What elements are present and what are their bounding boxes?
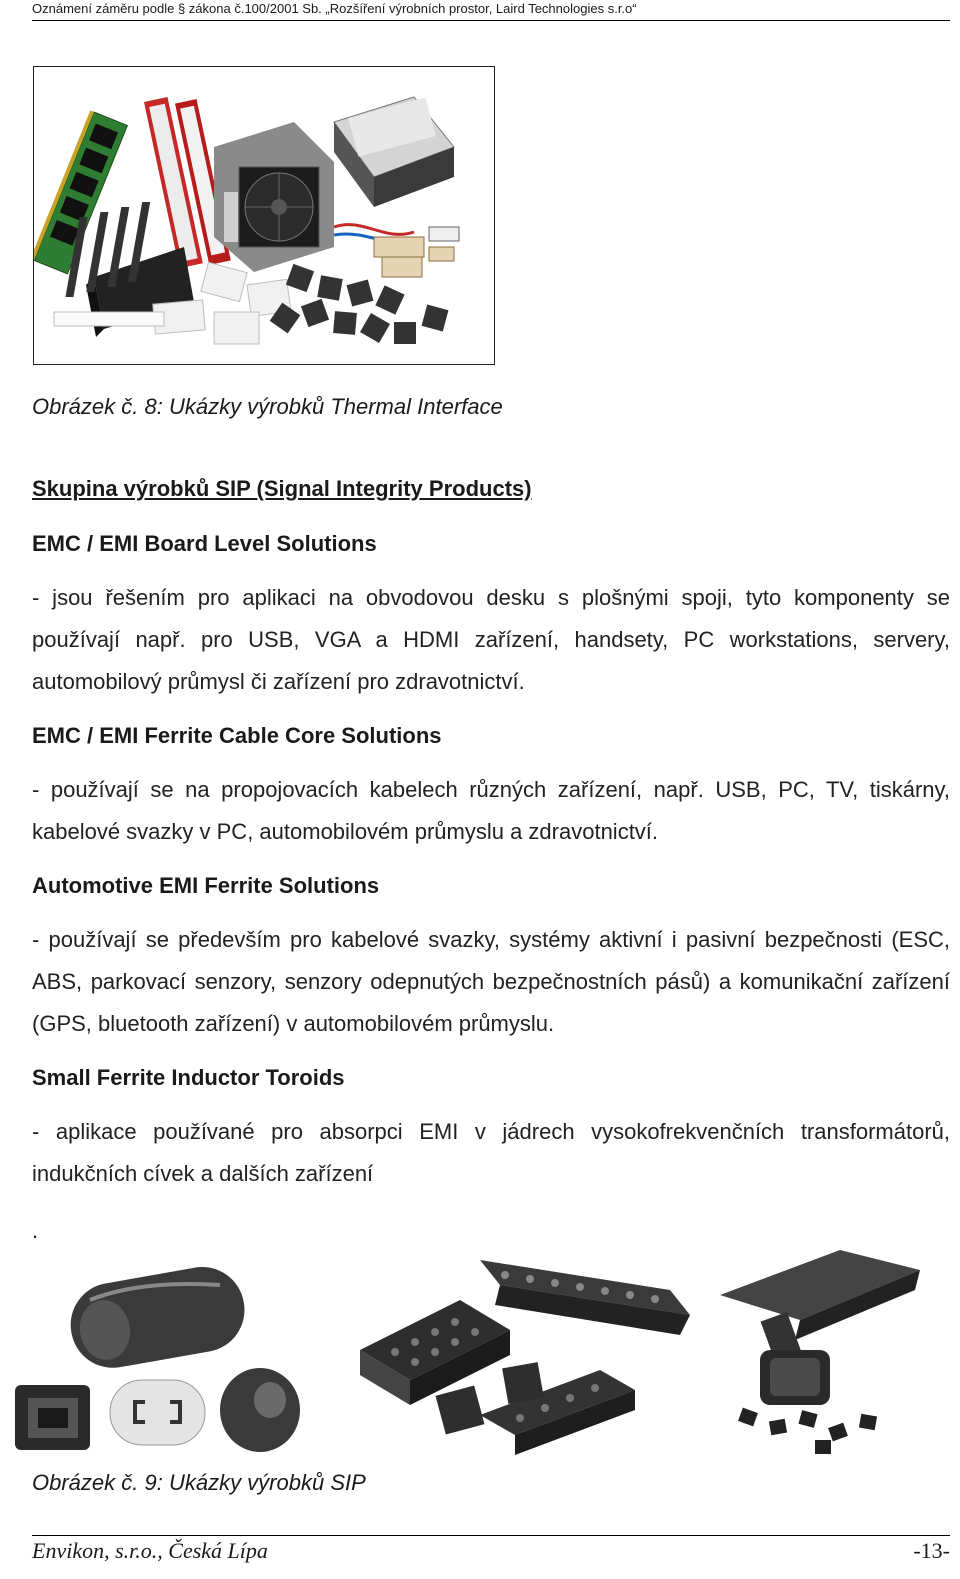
white-ferrite-icon <box>110 1380 205 1445</box>
smd-inductor-icon <box>760 1350 830 1405</box>
stray-dot: . <box>32 1218 39 1243</box>
peltier-stack-icon <box>374 237 454 277</box>
thermal-products-illustration <box>34 67 494 364</box>
section-title: Small Ferrite Inductor Toroids <box>32 1065 345 1090</box>
figure-8-caption: Obrázek č. 8: Ukázky výrobků Thermal Interface <box>32 394 503 419</box>
page-footer <box>32 1535 950 1563</box>
connector-icon <box>429 227 459 241</box>
group-title: Skupina výrobků SIP (Signal Integrity Products) <box>32 476 532 501</box>
smd-chips-icon <box>738 1408 877 1454</box>
section-title: EMC / EMI Board Level Solutions <box>32 531 377 556</box>
figure-9-caption: Obrázek č. 9: Ukázky výrobků SIP <box>32 1470 366 1495</box>
sip-products-illustration <box>0 1240 960 1470</box>
header-text: Oznámení záměru podle § zákona č.100/2001 Sb. „Rozšíření výrobních prostor, Laird Technologies s.r.o“ <box>32 1 637 16</box>
long-ferrite-block-icon <box>480 1260 690 1335</box>
section-text: - jsou řešením pro aplikaci na obvodovou desku s plošnými spoji, tyto komponenty se používají např. pro USB, VGA a HDMI zařízení, handsety, PC workstations, servery, automobilový průmysl či zařízení pro zdravotnictví. <box>32 585 950 694</box>
page-number: -13- <box>913 1538 950 1563</box>
section-text: - používají se především pro kabelové svazky, systémy aktivní i pasivní bezpečnosti (ESC, ABS, parkovací senzory, senzory odepnutých bezpečnostních pásů) a komunikační zařízení (GPS, bluetooth zařízení) v automobilovém průmyslu. <box>32 927 950 1036</box>
ferrite-block-icon <box>360 1300 510 1405</box>
section-text: - používají se na propojovacích kabelech různých zařízení, např. USB, PC, TV, tiskárny, kabelové svazky v PC, automobilovém průmyslu a zdravotnictví. <box>32 777 950 844</box>
section-title: Automotive EMI Ferrite Solutions <box>32 873 380 898</box>
section-text: - aplikace používané pro absorpci EMI v jádrech vysokofrekvenčních transformátorů, indukčních cívek a dalších zařízení <box>32 1119 950 1186</box>
footer-company: Envikon, s.r.o., Česká Lípa <box>32 1538 268 1563</box>
section-title: EMC / EMI Ferrite Cable Core Solutions <box>32 723 442 748</box>
thermal-interface-figure <box>33 66 495 365</box>
sip-products-figure <box>0 1240 960 1470</box>
snap-ferrite-icon <box>15 1385 90 1450</box>
cable-core-icon <box>64 1260 251 1374</box>
round-ferrite-icon <box>220 1368 300 1452</box>
thermoelectric-module-icon <box>334 97 454 207</box>
fan-cooler-icon <box>214 122 334 272</box>
page-header <box>32 0 950 21</box>
flat-ferrite-block-icon <box>480 1370 635 1455</box>
